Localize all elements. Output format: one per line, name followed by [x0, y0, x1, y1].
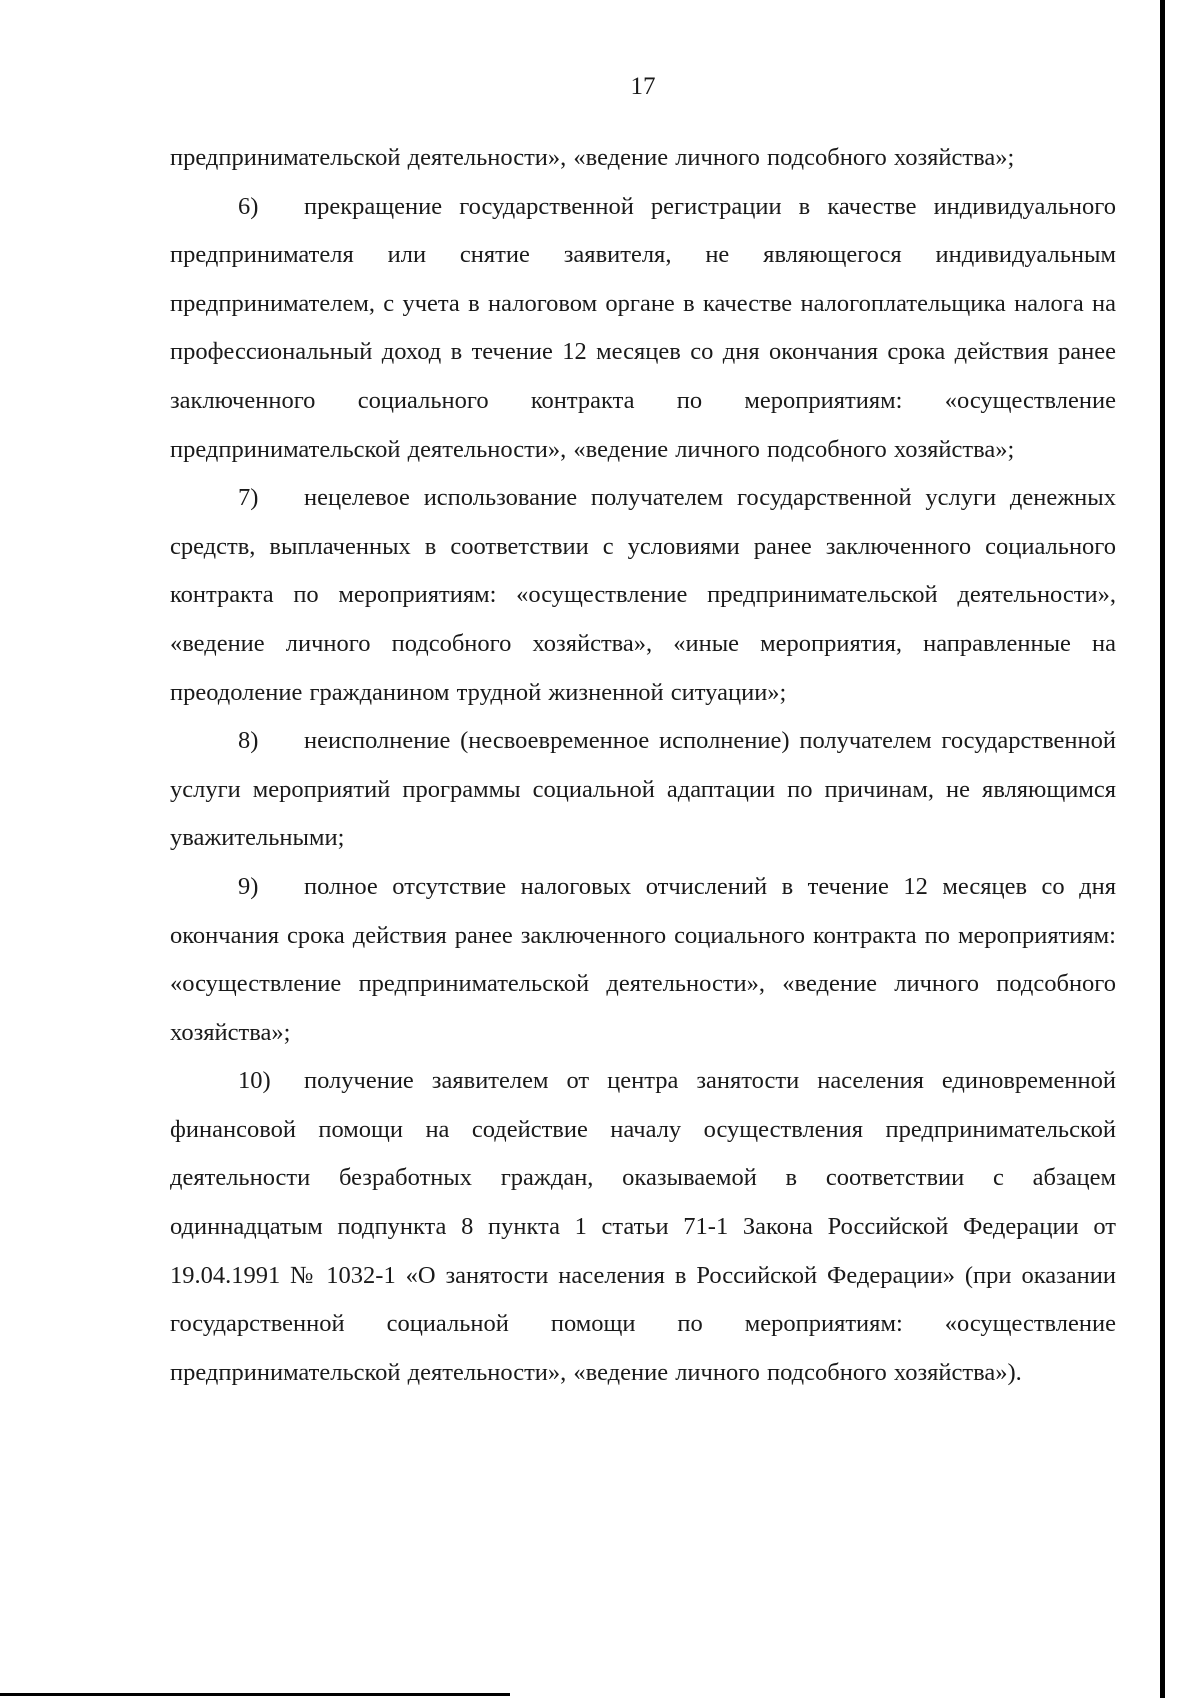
paragraph-continuation: [170, 134, 1116, 183]
list-item-9: [170, 863, 1116, 1057]
list-item-6: [170, 183, 1116, 475]
list-item-number: 7): [238, 484, 259, 512]
list-item-10: [170, 1057, 1116, 1397]
paragraph-text: предпринимательской деятельности», «ведение личного подсобного хозяйства»;: [170, 144, 1015, 171]
paragraph-text: неисполнение (несвоевременное исполнение) получателем государственной услуги мероприятий программы социальной адаптации по причинам, не являющимся уважительными;: [170, 727, 1116, 852]
list-item-7: [170, 474, 1116, 717]
page-number: 17: [630, 73, 656, 100]
list-item-number: 6): [238, 192, 259, 220]
list-item-number: 10): [238, 1067, 271, 1095]
list-item-number: 8): [238, 727, 259, 755]
paragraph-text: полное отсутствие налоговых отчислений в течение 12 месяцев со дня окончания срока действия ранее заключенного социального контракта по мероприятиям: «осуществление предпринимательской деятельности», «ведение личного подсобного хозяйства»;: [170, 872, 1116, 1046]
page-bottom-border: [0, 1693, 510, 1696]
paragraph-text: прекращение государственной регистрации в качестве индивидуального предпринимателя или снятие заявителя, не являющегося индивидуальным предпринимателем, с учета в налоговом органе в качестве налогоплательщика налога на профессиональный доход в течение 12 месяцев со дня окончания срока действия ранее заключенного социального контракта по мероприятиям: «осуществление предпринимательской деятельности», «ведение личного подсобного хозяйства»;: [170, 192, 1116, 463]
list-item-number: 9): [238, 872, 259, 900]
list-item-8: [170, 717, 1116, 863]
paragraph-text: получение заявителем от центра занятости населения единовременной финансовой помощи на содействие началу осуществления предпринимательской деятельности безработных граждан, оказываемой в соответствии с абзацем одиннадцатым подпункта 8 пункта 1 статьи 71-1 Закона Российской Федерации от 19.04.1991 № 1032-1 «О занятости населения в Российской Федерации» (при оказании государственной социальной помощи по мероприятиям: «осуществление предпринимательской деятельности», «ведение личного подсобного хозяйства»).: [170, 1067, 1116, 1386]
paragraph-text: нецелевое использование получателем государственной услуги денежных средств, выплаченных в соответствии с условиями ранее заключенного социального контракта по мероприятиям: «осуществление предпринимательской деятельности», «ведение личного подсобного хозяйства», «иные мероприятия, направленные на преодоление гражданином трудной жизненной ситуации»;: [170, 484, 1116, 706]
document-body: [170, 134, 1116, 1397]
page-right-border: [1160, 0, 1165, 1698]
